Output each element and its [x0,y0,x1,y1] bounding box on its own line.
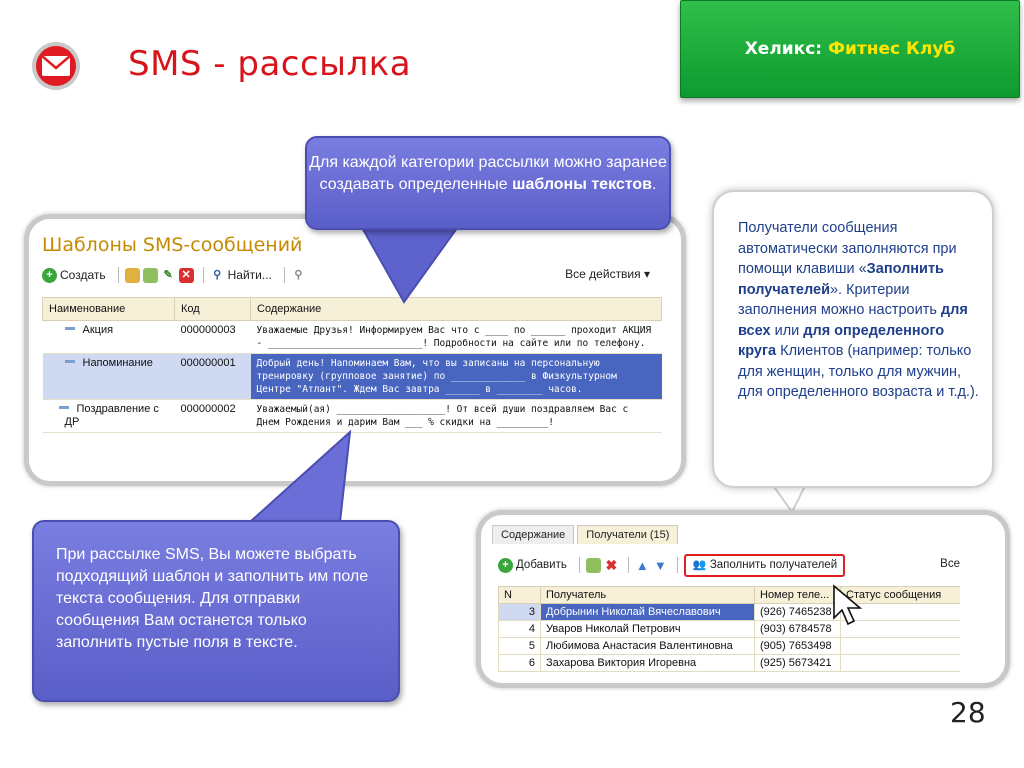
toolbar-separator [677,557,678,573]
column-header-phone[interactable]: Номер теле... [755,587,841,604]
table-row[interactable] [43,321,662,354]
toolbar-separator [579,557,580,573]
mouse-cursor-icon [830,584,864,626]
row-phone: (905) 7653498 [755,638,841,655]
row-recipient: Добрынин Николай Вячеславович [541,604,755,621]
callout-pointer [360,224,480,306]
row-code: 000000002 [175,400,251,433]
row-phone: (903) 6784578 [755,621,841,638]
callout-templates [305,136,671,230]
table-header-row [43,298,662,321]
table-row[interactable] [499,655,961,672]
copy-icon[interactable] [143,268,158,283]
all-actions-menu[interactable]: Все действия ▾ [565,267,650,281]
callout-recipients-bold: для определенного круга [738,322,945,359]
callout-recipients-bold: для всех [738,302,968,339]
row-number: 3 [499,604,541,621]
add-recipient-button[interactable] [498,558,567,573]
callout-recipients-text: Получатели сообщения автоматически заполняются при помощи клавиши « [738,220,957,277]
toolbar-separator [118,267,119,283]
add-label: Добавить [516,559,567,571]
toolbar-separator [203,267,204,283]
callout-recipients [712,190,994,488]
column-header-n[interactable]: N [499,587,541,604]
callout-recipients-text: Клиентов (например: только для женщин, только для мужчин, для определенного возраста и т.д.). [738,343,979,400]
clear-search-icon[interactable]: ⚲ [291,268,306,283]
row-code: 000000001 [175,354,251,400]
row-recipient: Уваров Николай Петрович [541,621,755,638]
callout-recipients-text: или [770,322,804,339]
table-row-selected[interactable] [499,604,961,621]
edit-icon[interactable]: ✎ [161,268,176,283]
mail-logo-icon [30,40,82,92]
column-header-recipient[interactable]: Получатель [541,587,755,604]
callout-choose-template: При рассылке SMS, Вы можете выбрать подходящий шаблон и заполнить им поле текста сообщения. Для отправки сообщения Вам останется только заполнить пустые поля в тексте. [32,520,400,702]
add-folder-icon[interactable] [125,268,140,283]
search-icon: ⚲ [210,268,225,283]
templates-window-title: Шаблоны SMS-сообщений [42,234,303,256]
users-icon: 👥 [692,558,707,571]
row-name: Акция [82,324,114,336]
toolbar-separator [628,557,629,573]
move-down-icon[interactable]: ▼ [653,557,667,573]
item-icon [65,360,75,363]
row-content: Уважаемые Друзья! Информируем Вас что с ____ по ______ проходит АКЦИЯ - ___________________________! Подробности на сайте или по телефону. [251,321,662,354]
toolbar-separator [284,267,285,283]
table-row[interactable] [499,638,961,655]
row-phone: (926) 7465238 [755,604,841,621]
item-icon [59,406,69,409]
recipients-tabs [492,525,681,544]
column-header-code[interactable]: Код [175,298,251,321]
add-icon: + [42,268,57,283]
callout-templates-text: Для каждой категории рассылки можно заранее создавать определенные [309,154,667,193]
tab-content[interactable]: Содержание [492,525,574,544]
recipients-table [498,586,960,672]
fill-recipients-label: Заполнить получателей [709,559,838,571]
column-header-content[interactable]: Содержание [251,298,662,321]
fill-recipients-button[interactable] [684,554,845,577]
row-code: 000000003 [175,321,251,354]
all-actions-menu-truncated[interactable]: Все [940,558,960,570]
item-icon [65,327,75,330]
callout-templates-end: . [652,176,657,193]
column-header-name[interactable]: Наименование [43,298,175,321]
callout-recipients-bold: Заполнить получателей [738,261,944,298]
row-name: Поздравление с ДР [64,403,159,428]
row-content: Уважаемый(ая) ___________________! От всей души поздравляем Вас с Днем Рождения и дарим Вам ___ % скидки на _________! [251,400,662,433]
templates-toolbar [42,262,660,288]
recipients-table-viewport [498,586,960,678]
create-button[interactable] [42,268,106,283]
templates-table [42,297,662,433]
row-number: 5 [499,638,541,655]
callout-pointer [230,430,360,526]
row-status [841,638,961,655]
page-number: 28 [950,696,986,729]
create-label: Создать [60,268,106,282]
row-recipient: Захарова Виктория Игоревна [541,655,755,672]
table-row[interactable] [499,621,961,638]
table-header-row [499,587,961,604]
row-number: 6 [499,655,541,672]
row-phone: (925) 5673421 [755,655,841,672]
table-row[interactable] [43,400,662,433]
find-label: Найти... [227,268,272,282]
callout-templates-bold: шаблоны текстов [512,176,652,193]
delete-icon[interactable]: ✖ [605,556,618,573]
delete-icon[interactable]: ✕ [179,268,194,283]
table-row-selected[interactable] [43,354,662,400]
brand-name: Фитнес Клуб [828,39,956,59]
slide-title: SMS - рассылка [128,44,412,84]
recipients-toolbar [498,552,960,578]
row-status [841,655,961,672]
row-content: Добрый день! Напоминаем Вам, что вы записаны на персональную тренировку (групповое занятие) по _____________ в Физкультурном Центре "Атлант". Ждем Вас завтра ______ в ________ часов. [251,354,662,400]
tab-recipients[interactable]: Получатели (15) [577,525,678,544]
callout-recipients-text: ». Критерии заполнения можно настроить [738,281,941,318]
column-header-status[interactable]: Статус сообщения [841,587,961,604]
move-up-icon[interactable]: ▲ [635,557,649,573]
copy-icon[interactable] [586,558,601,573]
row-number: 4 [499,621,541,638]
brand-banner [680,0,1020,98]
row-name: Напоминание [82,357,153,369]
row-recipient: Любимова Анастасия Валентиновна [541,638,755,655]
find-button[interactable] [210,268,272,283]
add-icon: + [498,558,513,573]
brand-prefix: Хеликс: [744,39,823,59]
